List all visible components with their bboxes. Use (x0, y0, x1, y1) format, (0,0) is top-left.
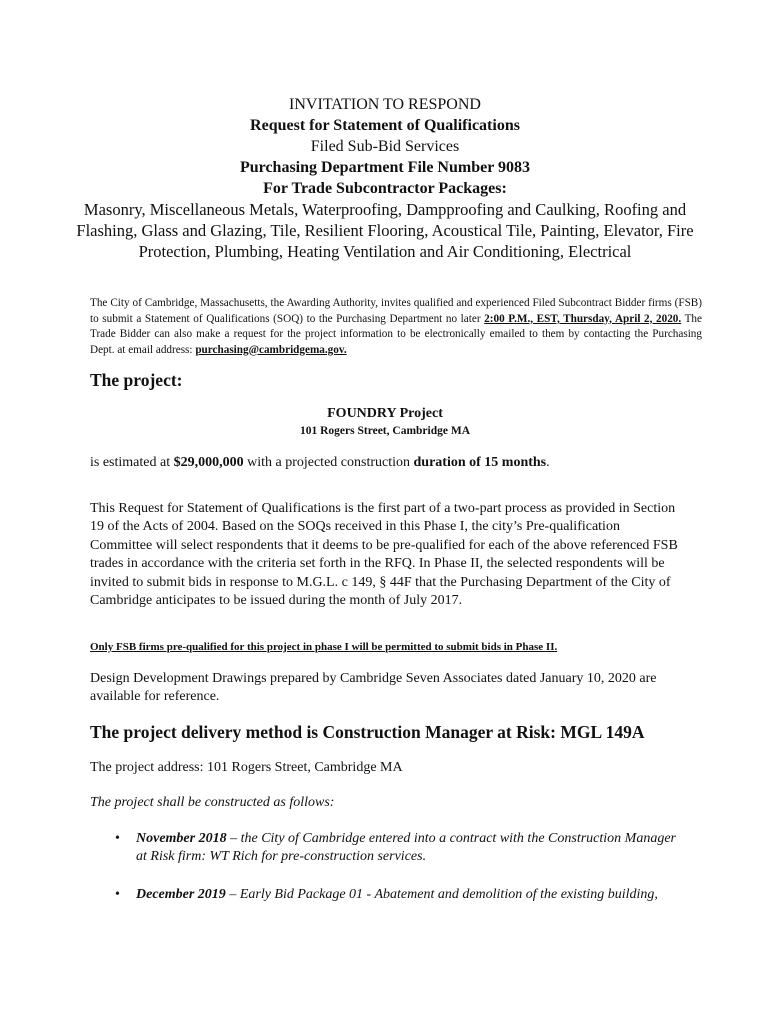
construction-schedule-intro: The project shall be constructed as follows: (90, 795, 335, 810)
project-heading: The project: (90, 370, 183, 390)
construction-schedule-list (90, 830, 680, 923)
intro-paragraph (90, 296, 702, 358)
process-paragraph: This Request for Statement of Qualifications is the first part of a two-part process as provided in Section 19 of the Acts of 2004. Based on the SOQs received in this Phase I, the city’s Pre-qualification Committee will select respondents that it deems to be pre-qualified for each of the above referenced FSB trades in accordance with the criteria set forth in the RFQ. In Phase II, the selected respondents will be invited to submit bids in response to M.G.L. c 149, § 44F that the Purchasing Department of the City of Cambridge anticipates to be issued during the month of July 2017. (90, 501, 678, 609)
delivery-method-heading: The project delivery method is Construction Manager at Risk: MGL 149A (90, 722, 645, 742)
purchasing-email-link[interactable]: purchasing@cambridgema.gov. (195, 343, 347, 356)
estimate-text-end: . (546, 455, 550, 470)
phase-ii-note: Only FSB firms pre-qualified for this project in phase I will be permitted to submit bids in Phase II. (90, 641, 558, 653)
estimate-amount: $29,000,000 (173, 455, 244, 470)
schedule-text: – the City of Cambridge entered into a contract with the Construction Manager at Risk firm: WT Rich for pre-construction services. (136, 831, 676, 865)
service-type: Filed Sub-Bid Services (310, 138, 460, 155)
trade-packages-list: Masonry, Miscellaneous Metals, Waterproofing, Dampproofing and Caulking, Roofing and Flashing, Glass and Glazing, Tile, Resilient Flooring, Acoustical Tile, Painting, Elevator, Fire Protection, Plumbing, Heating Ventilation and Air Conditioning, Electrical (76, 200, 694, 261)
rfq-title: Request for Statement of Qualifications (250, 117, 520, 134)
schedule-date: November 2018 (136, 831, 227, 846)
estimate-line (90, 454, 680, 472)
bullet-icon: • (115, 831, 120, 846)
trade-packages-heading: For Trade Subcontractor Packages: (263, 180, 507, 197)
invitation-title: INVITATION TO RESPOND (289, 96, 481, 113)
bullet-icon: • (115, 886, 120, 902)
estimate-text-mid: with a projected construction (243, 455, 414, 470)
project-location: 101 Rogers Street, Cambridge MA (299, 425, 470, 437)
drawings-paragraph: Design Development Drawings prepared by Cambridge Seven Associates dated January 10, 2020 are available for reference. (90, 671, 657, 705)
project-name: FOUNDRY Project (327, 406, 443, 421)
estimate-duration: duration of 15 months (413, 455, 547, 470)
intro-text-contact: The Trade Bidder can also make a request for the project information to be electronically emailed to them by contacting the Purchasing Dept. at email address: (90, 312, 702, 356)
project-address: The project address: 101 Rogers Street, Cambridge MA (90, 760, 403, 775)
estimate-text: is estimated at (90, 455, 174, 470)
file-number: Purchasing Department File Number 9083 (239, 159, 531, 176)
intro-text: The City of Cambridge, Massachusetts, the Awarding Authority, invites qualified and experienced Filed Subcontract Bidder firms (FSB) to submit a Statement of Qualifications (SOQ) to the Purchasing Department no later (90, 297, 702, 325)
document-header (0, 94, 770, 262)
submission-deadline: 2:00 P.M., EST, Thursday, April 2, 2020. (484, 312, 682, 325)
list-item (90, 830, 680, 867)
list-item (90, 886, 680, 904)
schedule-date: December 2019 (136, 886, 226, 902)
schedule-text: – Early Bid Package 01 - Abatement and demolition of the existing building, (225, 886, 658, 902)
